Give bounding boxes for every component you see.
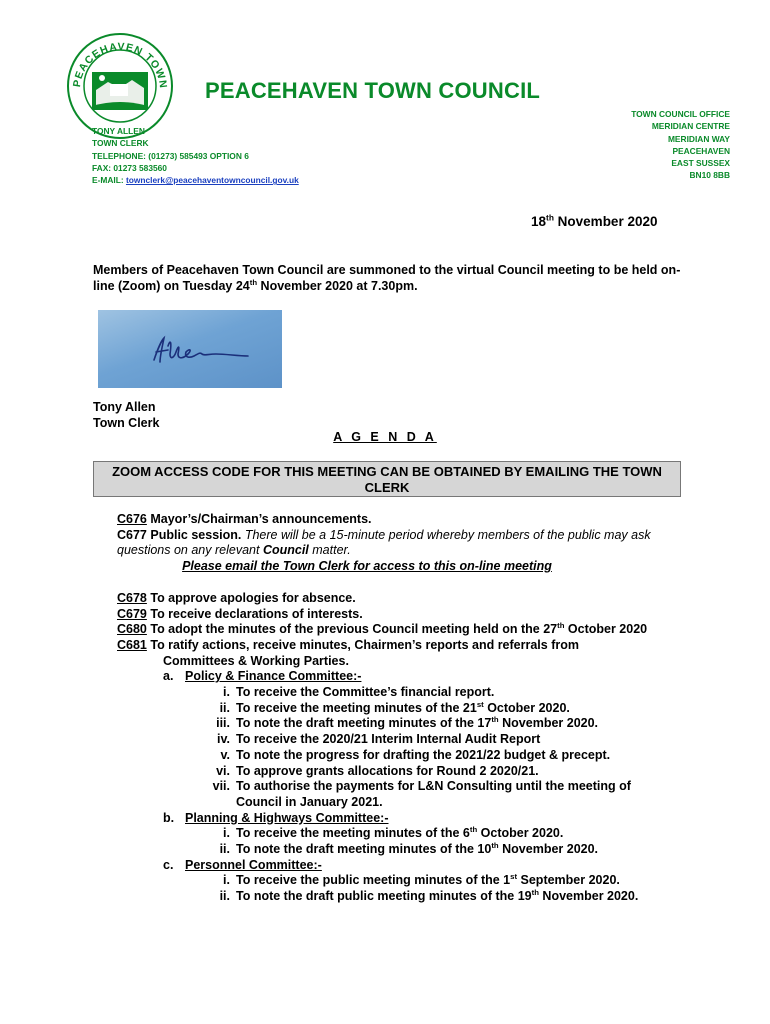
signature-image	[98, 310, 282, 388]
list-item: vii. To authorise the payments for L&N Consulting until the meeting of Council in January 2021.	[212, 779, 631, 809]
summons-text: Members of Peacehaven Town Council are summoned to the virtual Council meeting to be held on-line (Zoom) on Tuesday 24th November 2020 at 7.30pm.	[93, 263, 681, 293]
section-b: b. Planning & Highways Committee:-	[163, 810, 389, 825]
item-c681: C681 To ratify actions, receive minutes, Chairmen’s reports and referrals from	[117, 637, 579, 652]
address-line: EAST SUSSEX	[671, 158, 730, 169]
signatory-role: Town Clerk	[93, 415, 160, 430]
item-c678: C678 To approve apologies for absence.	[117, 590, 356, 605]
email-note: Please email the Town Clerk for access to this on-line meeting	[182, 559, 552, 574]
email-label: E-MAIL:	[92, 175, 126, 186]
address-line: MERIDIAN CENTRE	[651, 121, 730, 132]
list-item: v. To note the progress for drafting the 2021/22 budget & precept.	[220, 747, 611, 762]
office-address	[631, 108, 730, 182]
address-line: BN10 8BB	[689, 170, 730, 181]
email-link[interactable]: townclerk@peacehaventowncouncil.gov.uk	[125, 175, 299, 186]
item-c677: C677 Public session. There will be a 15-minute period whereby members of the public may ask questions on any relevant Council matter.	[117, 527, 651, 558]
list-item: i. To receive the meeting minutes of the 6th October 2020.	[223, 825, 564, 841]
signatory-name: Tony Allen	[93, 400, 156, 414]
agenda-heading: A G E N D A	[333, 430, 437, 444]
list-item: i. To receive the public meeting minutes of the 1st September 2020.	[223, 872, 620, 888]
item-c681-cont: Committees & Working Parties.	[163, 653, 349, 668]
list-item: ii. To note the draft meeting minutes of the 10th November 2020.	[219, 840, 599, 857]
council-title: PEACEHAVEN TOWN COUNCIL	[205, 78, 541, 103]
item-c676: C676 Mayor’s/Chairman’s announcements.	[117, 512, 372, 526]
item-c679: C679 To receive declarations of interests.	[117, 606, 363, 621]
letter-date: 18th November 2020	[531, 212, 658, 229]
fax: FAX: 01273 583560	[92, 162, 167, 173]
list-item: ii. To note the draft public meeting minutes of the 19th November 2020.	[219, 888, 639, 904]
signatory	[93, 400, 159, 431]
logo-text: PEACEHAVEN TOWN	[70, 40, 170, 90]
agenda-body	[117, 512, 677, 905]
telephone: TELEPHONE: (01273) 585493 OPTION 6	[92, 150, 249, 161]
council-logo	[66, 32, 174, 140]
zoom-notice: ZOOM ACCESS CODE FOR THIS MEETING CAN BE OBTAINED BY EMAILING THE TOWN CLERK	[93, 461, 681, 497]
section-c: c. Personnel Committee:-	[163, 857, 322, 872]
item-c680: C680 To adopt the minutes of the previous Council meeting held on the 27th October 2020	[117, 621, 648, 637]
list-item: ii. To receive the meeting minutes of the 21st October 2020.	[219, 699, 570, 715]
address-line: PEACEHAVEN	[672, 145, 730, 156]
list-item: i. To receive the Committee’s financial report.	[223, 685, 495, 700]
address-line: MERIDIAN WAY	[667, 133, 730, 144]
clerk-name: TONY ALLEN	[92, 126, 145, 136]
address-line: TOWN COUNCIL OFFICE	[631, 109, 730, 119]
list-item: vi. To approve grants allocations for Round 2 2020/21.	[216, 763, 539, 778]
contact-block	[92, 125, 299, 186]
section-a: a. Policy & Finance Committee:-	[163, 669, 362, 684]
list-item: iv. To receive the 2020/21 Interim Internal Audit Report	[217, 732, 541, 747]
clerk-role: TOWN CLERK	[92, 138, 149, 149]
list-item: iii. To note the draft meeting minutes of the 17th November 2020.	[216, 715, 599, 731]
